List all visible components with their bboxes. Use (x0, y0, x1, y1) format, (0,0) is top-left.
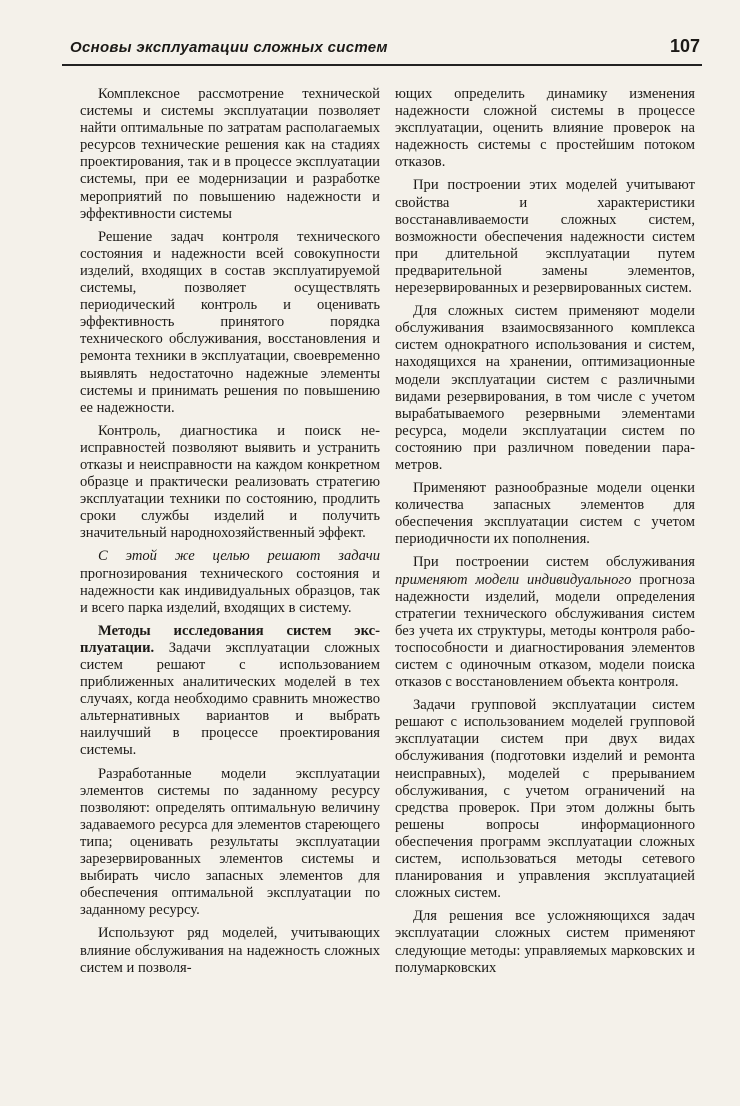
paragraph: Используют ряд моделей, учитывающих влияние обслуживания на надежность сложных систем и позволя- (80, 925, 380, 976)
paragraph: При построении этих моделей учитывают свойства и характеристики восстанавливаемости сложных систем, возможности обеспечения надежности систем при длительной эксплуатации путем предварительной замены элементов, нерезервированных и резервированных систем. (395, 177, 695, 297)
paragraph: Для сложных систем применяют модели обслуживания взаимосвязанного комплекса систем однократного использования и систем, находящихся на хранении, оптимизационные модели эксплуатации систем с различными видами резервирования, в том числе с учетом вырабатываемого резервными элементами ресурса, модели эксплуатации систем по состоянию при различном поведении параметров. (395, 303, 695, 473)
paragraph: Разработанные модели эксплуатации элементов системы по заданному ресурсу позволяют: определять оптимальную величину задаваемого ресурса для элементов стареющего типа; оценивать результаты эксплуатации зарезервированных элементов системы и выбирать число запасных элементов для обеспечения оптимальной эксплуатации по заданному ресурсу. (80, 765, 380, 919)
paragraph-continued: ющих определить динамику изменения надежности сложной системы в процессе эксплуатации, оценить влияние проверок на надежность системы с простейшим потоком отказов. (395, 86, 695, 171)
text-run: прогнозирования технического состояния и надежности как индивидуальных образцов, так и всего парка изделий, входящих в систему. (80, 565, 380, 616)
header-rule (62, 64, 702, 66)
running-header (70, 36, 700, 57)
text-run: Задачи эксплуатации сложных систем решают с использованием приближенных аналитических моделей в тех случаях, когда необходимо сравнить множество альтернативных вариантов и выбрать наилучший в процессе проектирования системы. (80, 639, 380, 759)
paragraph: Комплексное рассмотрение технической системы и системы эксплуатации позволяет найти оптимальные по затратам располагаемых ресурсов технические решения как на стадиях проектирования, так и в процессе эксплуатации системы, при ее модернизации и разработке мероприятий по повышению надежности и эффективности системы (80, 86, 380, 222)
paragraph: Контроль, диагностика и поиск неисправностей позволяют выявить и устранить отказы и неисправности на каждом конкретном образце и практически реализовать стратегию эксплуатации техники по состоянию, продлить сроки службы изделий и получить значительный народнохозяйственный эффект. (80, 422, 380, 542)
paragraph: Применяют разнообразные модели оценки количества запасных элементов для обеспечения эксплуатации систем с учетом периодичности их пополнения. (395, 480, 695, 548)
page-number: 107 (669, 36, 700, 56)
section-heading: Методы исследования систем эксплуатации. (80, 622, 380, 656)
paragraph (395, 554, 695, 691)
right-column (395, 86, 695, 983)
paragraph: Задачи групповой эксплуатации систем решают с использованием моделей групповой эксплуатации систем при двух видах обслуживания (подготовки изделий и ремонта неисправных), моделей с прерыванием обслуживания, с учетом ограничений на средства проверок. При этом должны быть решены вопросы информационного обеспечения программ эксплуатации сложных систем, использоваться методы сетевого планирования и управления эксплуатацией сложных систем. (395, 697, 695, 902)
text-run: прогноза надежности изделий, модели определения стратегии технического обслуживания систем без учета их структуры, методы контроля работоспособности и диагностирования элементов систем с одиночным отказом, модели поиска отказов с восстановлением объекта контроля. (395, 571, 696, 691)
paragraph: Для решения все усложняющихся задач эксплуатации сложных систем применяют следующие методы: управляемых марковских и полумарковских (395, 908, 695, 976)
paragraph (80, 548, 380, 616)
paragraph (80, 623, 380, 760)
text-run: При построении систем обслуживания (413, 554, 695, 571)
running-title: Основы эксплуатации сложных систем (70, 39, 388, 56)
italic-run: применяют модели индивидуального (395, 571, 632, 588)
italic-run: С этой же целью решают задачи (98, 548, 380, 565)
left-column (80, 86, 380, 983)
paragraph: Решение задач контроля технического состояния и надежности всей совокупности изделий, входящих в состав эксплуатируемой системы, позволяет осуществлять периодический контроль и оценивать эффективность принятого порядка технического обслуживания, восстановления и ремонта техники в эксплуатации, своевременно выявлять недостаточно надежные элементы системы и принимать решения по повышению ее надежности. (80, 228, 380, 416)
